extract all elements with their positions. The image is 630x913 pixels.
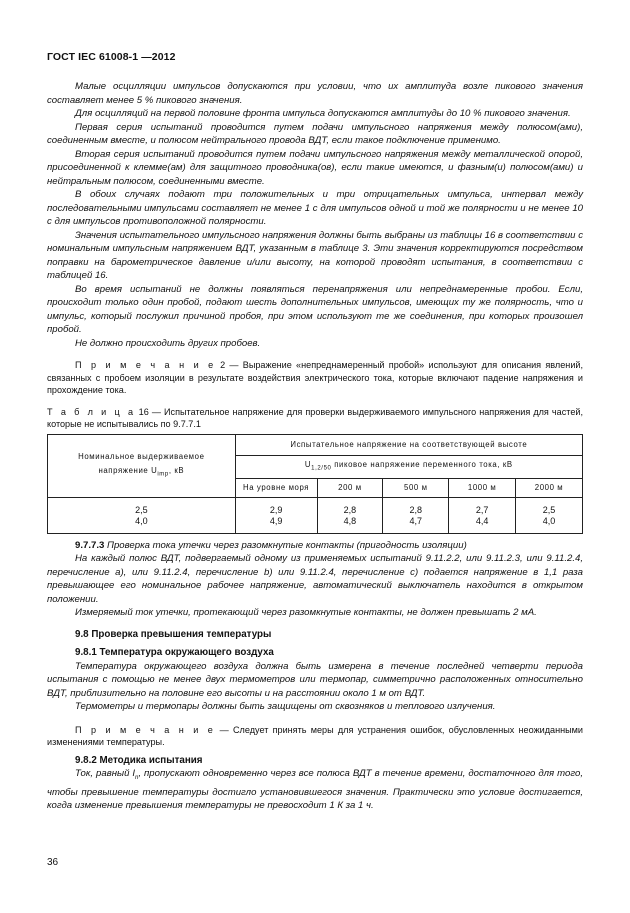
paragraph: Первая серия испытаний проводится путем подачи импульсного напряжения между полюсом(ами), соединенным вместе, и полюсом нейтрального провода ВДТ, если такое подключение применимо. — [47, 121, 583, 146]
paragraph: В обоих случаях подают три положительных и три отрицательных импульса, интервал между последовательными импульсами составляет не менее 1 с для импульсов одной и той же полярности и не менее 10 с для импульсов противоположной полярности. — [47, 189, 583, 227]
altitude-header: На уровне моря — [235, 478, 317, 497]
note-temperature — [47, 724, 583, 749]
rated-voltage-header-line1: Номинальное выдерживаемое — [78, 452, 205, 461]
altitude-header: 200 м — [317, 478, 383, 497]
table-cell: 2,9 — [269, 504, 283, 515]
table-cell: 4,8 — [343, 515, 357, 526]
table-caption — [47, 406, 583, 430]
note-2 — [47, 359, 583, 397]
rated-voltage-header-unit: , кВ — [168, 465, 185, 475]
data-table — [47, 434, 583, 534]
subgroup-sub: 1,2/50 — [311, 465, 332, 472]
paragraph-start: Ток, равный I — [75, 768, 136, 780]
paragraph-rest: , пропускают одновременно через все полюса ВДТ в течение времени, достаточного для того, чтобы превышение температуры достигло установившегося значения. Практически это условие достигается, когда изменение превышения температуры не превосходит 1 К за 1 ч. — [47, 768, 583, 812]
paragraph: Для осцилляций на первой половине фронта импульса допускаются амплитуды до 10 % пикового значения. — [75, 108, 571, 119]
col-1000m — [449, 497, 516, 533]
page-content — [47, 80, 583, 813]
rated-voltage-values — [48, 497, 236, 533]
col-sea-level — [235, 497, 317, 533]
paragraph: Измеряемый ток утечки, протекающий через разомкнутые контакты, не должен превышать 2 мА. — [75, 607, 537, 619]
table-caption-text: 16 — Испытательное напряжение для проверки выдерживаемого импульсного напряжения для частей, которые не испытывались по 9.7.7.1 — [47, 406, 583, 429]
subgroup-header — [235, 455, 582, 478]
altitude-header: 2000 м — [516, 478, 583, 497]
table-cell: 2,5 — [135, 504, 148, 515]
paragraph: Значения испытательного импульсного напряжения должны быть выбраны из таблицы 16 в соответствии с номинальным импульсным напряжением ВДТ, указанным в таблице 3. Эти значения корректируются посредством поправки на барометрическое давление и/или высоту, на которой проводят испытания, в соответствии с таблицей 16. — [47, 229, 583, 281]
altitude-header: 1000 м — [449, 478, 516, 497]
table-cell: 2,8 — [343, 504, 357, 515]
note-text: 2 — Выражение «непреднамеренный пробой» используют для описания явлений, связанных с пробоем изоляции в результате воздействия электрического тока, которые включают падение напряжения и прохождение тока. — [47, 360, 584, 396]
col-500m — [383, 497, 449, 533]
paragraph: Не должно происходить других пробоев. — [75, 337, 261, 349]
table-cell: 2,8 — [409, 504, 423, 515]
paragraph: Во время испытаний не должны появляться перенапряжения или непреднамеренные пробои. Если, происходит только один пробой, подают шесть дополнительных импульсов, имеющих ту же полярность, что и импульс, который послужил причиной пробоя, при этом используют те же соединения, при которых произошел пробой. — [47, 283, 583, 335]
table-cell: 4,7 — [409, 515, 423, 526]
paragraph: Термометры и термопары должны быть защищены от сквозняков и теплового излучения. — [75, 701, 496, 713]
rated-voltage-header-sub: imp — [157, 471, 169, 478]
section-title: Проверка тока утечки через разомкнутые контакты (пригодность изоляции) — [104, 539, 467, 551]
document-header: ГОСТ IEC 61008-1 —2012 — [47, 51, 176, 63]
paragraph: Вторая серия испытаний проводится путем подачи импульсного напряжения между металлической опорой, присоединенной к клемме(ам) для защитного проводника(ов), если такие имеются, и фазным(и) полюсом(ами) и нейтральным полюсом, соединенными вместе. — [47, 148, 583, 187]
table-cell: 4,0 — [542, 515, 556, 526]
page-number: 36 — [47, 857, 59, 868]
subgroup-text: пиковое напряжение переменного тока, кВ — [331, 459, 513, 469]
section-9-7-7-3-heading — [47, 539, 583, 553]
group-header: Испытательное напряжение на соответствующей высоте — [235, 434, 582, 455]
rated-voltage-header — [48, 434, 236, 497]
altitude-header: 500 м — [383, 478, 449, 497]
table-cell: 2,7 — [475, 504, 489, 515]
section-number: 9.7.7.3 — [75, 539, 105, 551]
note-text: — Следует принять меры для устранения ошибок, обусловленных неожиданными изменениями температуры. — [47, 724, 584, 748]
subgroup-prefix: U — [304, 459, 312, 469]
current-subscript: n — [135, 775, 139, 782]
section-9-8-2-heading: 9.8.2 Методика испытания — [75, 754, 203, 766]
paragraph — [47, 767, 583, 812]
paragraph: Малые осцилляции импульсов допускаются при условии, что их амплитуда возле пикового значения составляет менее 5 % пикового значения. — [47, 81, 583, 106]
note-label: П р и м е ч а н и е — [75, 360, 216, 370]
table-cell: 4,0 — [135, 515, 148, 526]
paragraph: Температура окружающего воздуха должна быть измерена в течение последней четверти периода испытания с помощью не менее двух термометров или термопар, симметрично расположенных относительно ВДТ, приблизительно на половине его высоты и на расстоянии около 1 м от ВДТ. — [47, 660, 583, 699]
table-caption-label: Т а б л и ц а — [47, 406, 136, 417]
col-2000m — [516, 497, 583, 533]
section-9-8-1-heading: 9.8.1 Температура окружающего воздуха — [75, 647, 274, 659]
section-9-8-heading: 9.8 Проверка превышения температуры — [75, 628, 272, 640]
rated-voltage-header-line2: напряжение U — [98, 465, 158, 475]
table-cell: 2,5 — [542, 504, 556, 515]
table-cell: 4,9 — [269, 515, 283, 526]
col-200m — [317, 497, 383, 533]
table-cell: 4,4 — [475, 515, 489, 526]
paragraph: На каждый полюс ВДТ, подвергаемый одному из применяемых испытаний 9.11.2.2, или 9.11.2.3, или 9.11.2.4, перечисление а), или 9.11.2.4, перечисление b) или 9.11.2.4, перечисление с) подается напряжение в 1,1 раза превышающее его номинальное рабочее напряжение, автоматический выключатель находится в открытом положении. — [47, 553, 583, 605]
note-label: П р и м е ч а н и е — [75, 724, 216, 735]
